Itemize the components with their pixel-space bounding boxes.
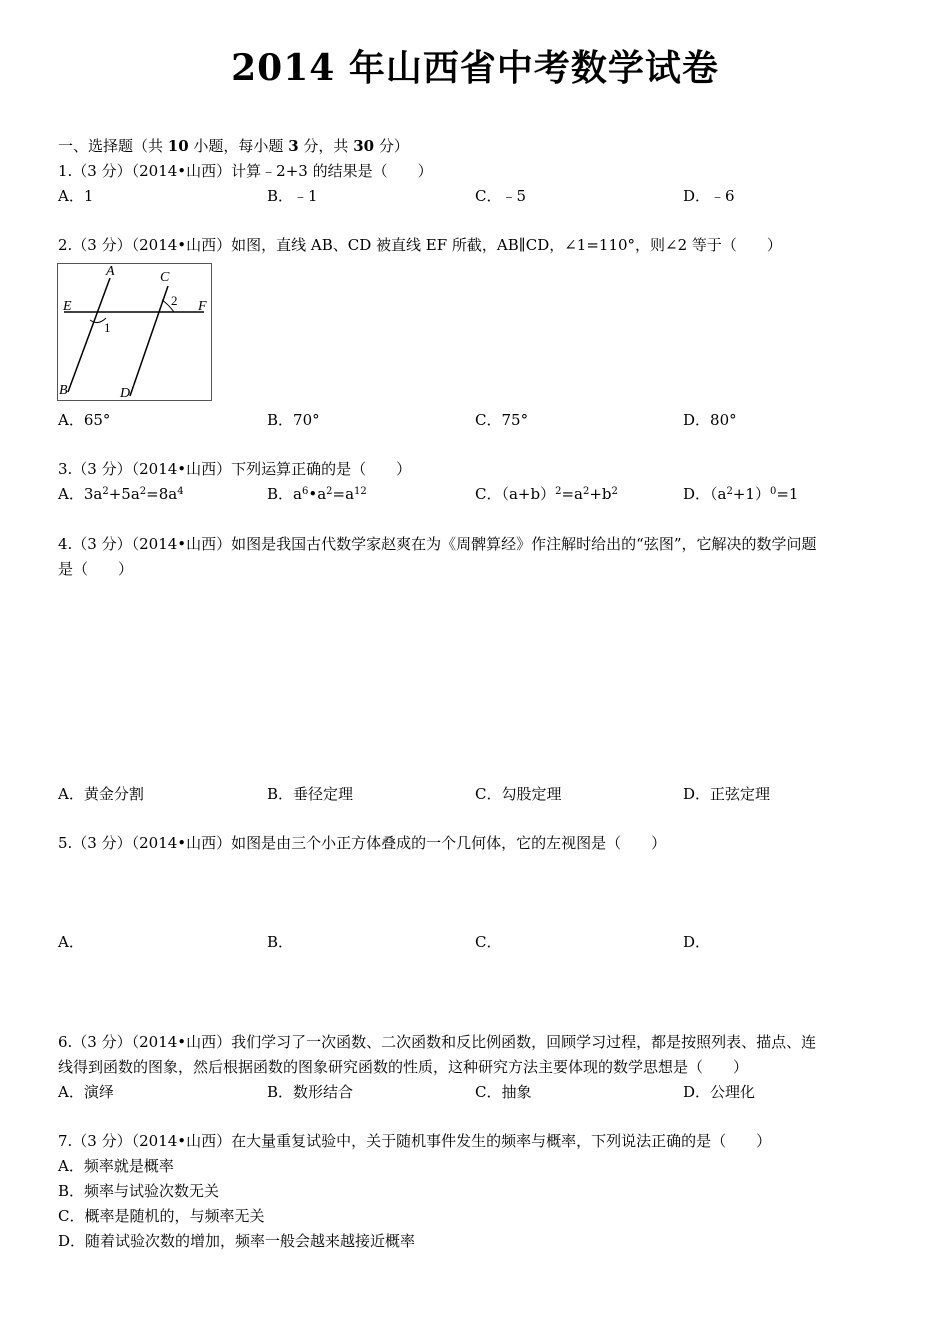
question-3-option-a: A．$3a^2+5a^2=8a^4$ <box>58 485 184 503</box>
line-ab <box>68 278 110 392</box>
question-5-option-d: D． <box>683 933 711 951</box>
question-7-stem: 7.（3 分）（2014•山西）在大量重复试验中，关于随机事件发生的频率与概率，下列说法正确的是（ ） <box>58 1132 772 1150</box>
question-2-option-a: A．65° <box>58 411 111 429</box>
question-1-option-b: B．﹣1 <box>267 187 318 205</box>
question-1-option-c: C．﹣5 <box>475 187 527 205</box>
question-4-option-c: C．勾股定理 <box>475 785 562 803</box>
label-e: E <box>63 299 72 314</box>
question-2-option-c: C．75° <box>475 411 529 429</box>
question-1-option-a: A．1 <box>58 187 94 205</box>
question-6-option-d: D．公理化 <box>683 1083 756 1101</box>
label-angle-1: 1 <box>104 320 111 335</box>
question-3-option-d: D．$(a^2+1)^0=1$ <box>683 485 799 503</box>
question-1-stem: 1.（3 分）（2014•山西）计算﹣2+3 的结果是（ ） <box>58 162 433 180</box>
question-4-stem-line-1: 4.（3 分）（2014•山西）如图是我国古代数学家赵爽在为《周髀算经》作注解时给出的“弦图”，它解决的数学问题 <box>58 535 817 553</box>
question-5-option-b: B． <box>267 933 294 951</box>
section-header: 一、选择题（共 10 小题，每小题 3 分，共 30 分） <box>58 137 409 155</box>
label-angle-2: 2 <box>171 293 178 308</box>
question-2-option-d: D．80° <box>683 411 737 429</box>
question-4-stem-line-2: 是（ ） <box>58 560 134 578</box>
question-4-option-b: B．垂径定理 <box>267 785 354 803</box>
question-3-stem: 3.（3 分）（2014•山西）下列运算正确的是（ ） <box>58 460 412 478</box>
question-2-option-b: B．70° <box>267 411 320 429</box>
label-b: B <box>59 383 68 398</box>
question-5-option-a: A． <box>58 933 84 951</box>
question-7-option-b: B．频率与试验次数无关 <box>58 1182 220 1200</box>
question-2-stem: 2.（3 分）（2014•山西）如图，直线 AB、CD 被直线 EF 所截，AB∥CD，∠1=110°，则∠2 等于（ ） <box>58 236 782 254</box>
question-7-option-a: A．频率就是概率 <box>58 1157 174 1175</box>
line-cd <box>130 286 168 396</box>
question-4-option-a: A．黄金分割 <box>58 785 144 803</box>
question-6-stem-line-1: 6.（3 分）（2014•山西）我们学习了一次函数、二次函数和反比例函数，回顾学习过程，都是按照列表、描点、连 <box>58 1033 817 1051</box>
question-5-option-c: C． <box>475 933 502 951</box>
question-6-option-a: A．演绎 <box>58 1083 114 1101</box>
parallel-lines-figure <box>57 263 212 401</box>
label-c: C <box>160 270 170 285</box>
question-6-option-c: C．抽象 <box>475 1083 532 1101</box>
question-3-option-c: C．$(a+b)^2=a^2+b^2$ <box>475 485 618 503</box>
question-6-stem-line-2: 线得到函数的图象，然后根据函数的图象研究函数的性质，这种研究方法主要体现的数学思想是（ ） <box>58 1058 749 1076</box>
question-7-option-d: D．随着试验次数的增加，频率一般会越来越接近概率 <box>58 1232 416 1250</box>
label-f: F <box>198 299 207 314</box>
label-a: A <box>106 264 115 279</box>
question-3-option-b: B．$a^6•a^2=a^{12}$ <box>267 485 367 503</box>
label-d: D <box>120 386 131 400</box>
exam-title: 2014 年山西省中考数学试卷 <box>231 47 719 89</box>
question-7-option-c: C．概率是随机的，与频率无关 <box>58 1207 265 1225</box>
question-5-stem: 5.（3 分）（2014•山西）如图是由三个小正方体叠成的一个几何体，它的左视图是（ ） <box>58 834 667 852</box>
question-1-option-d: D．﹣6 <box>683 187 735 205</box>
question-4-option-d: D．正弦定理 <box>683 785 771 803</box>
question-6-option-b: B．数形结合 <box>267 1083 354 1101</box>
